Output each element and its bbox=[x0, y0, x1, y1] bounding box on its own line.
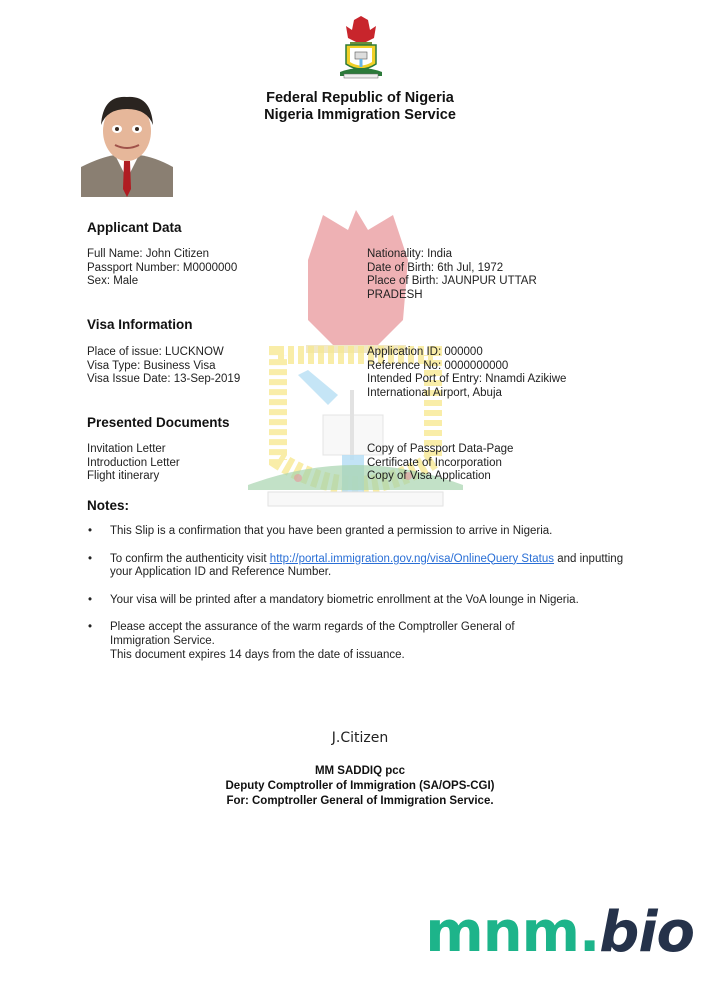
place-of-issue: Place of issue: LUCKNOW bbox=[87, 346, 224, 358]
nationality: Nationality: India bbox=[367, 248, 453, 260]
date-of-birth: Date of Birth: 6th Jul, 1972 bbox=[367, 261, 504, 274]
document-header bbox=[200, 90, 520, 124]
verification-link[interactable]: http://portal.immigration.gov.ng/visa/OnlineQuery Status bbox=[269, 552, 555, 565]
note-item bbox=[88, 621, 628, 662]
visa-issue-date: Visa Issue Date: 13-Sep-2019 bbox=[87, 373, 241, 386]
reference-number: Reference No: 0000000000 bbox=[367, 359, 509, 372]
passport-number: Passport Number: M0000000 bbox=[87, 261, 238, 274]
notes-title: Notes: bbox=[87, 498, 130, 513]
sex: Sex: Male bbox=[87, 275, 139, 288]
documents-left-column bbox=[87, 443, 180, 484]
signatory-title: Deputy Comptroller of Immigration (SA/OPS-CGI) bbox=[225, 780, 495, 792]
note-text: and inputting your Application ID and Reference Number. bbox=[110, 552, 624, 579]
brand-logo bbox=[425, 898, 694, 968]
bullet: • bbox=[88, 621, 93, 634]
note-item bbox=[88, 553, 628, 580]
applicant-photo bbox=[81, 89, 173, 197]
full-name: Full Name: John Citizen bbox=[87, 248, 210, 260]
note-item bbox=[88, 594, 628, 608]
header-country: Federal Republic of Nigeria bbox=[266, 90, 454, 106]
note-text: Please accept the assurance of the warm regards of the Comptroller General of Immigration Service. bbox=[110, 621, 515, 647]
port-of-entry: Intended Port of Entry: Nnamdi Azikiwe International Airport, Abuja bbox=[367, 373, 567, 399]
documents-right-column bbox=[367, 443, 513, 484]
note-item bbox=[88, 525, 628, 539]
brand-part-mnm: mnm. bbox=[425, 900, 600, 965]
notes-list bbox=[88, 525, 628, 676]
bullet: • bbox=[88, 552, 93, 565]
note-text: This document expires 14 days from the date of issuance. bbox=[110, 648, 405, 661]
applicant-right-column bbox=[367, 248, 567, 302]
note-text: Your visa will be printed after a mandatory biometric enrollment at the VoA lounge in Nigeria. bbox=[110, 593, 579, 606]
signatory-block bbox=[180, 764, 540, 809]
brand-part-bio: bio bbox=[599, 900, 694, 965]
visa-left-column bbox=[87, 346, 240, 387]
signatory-name: MM SADDIQ pcc bbox=[314, 765, 406, 777]
document-item: Certificate of Incorporation bbox=[367, 456, 502, 469]
document-item: Introduction Letter bbox=[87, 456, 180, 469]
application-id: Application ID: 000000 bbox=[367, 346, 483, 358]
signature: J.Citizen bbox=[331, 730, 389, 746]
nis-crest-logo bbox=[336, 16, 386, 80]
applicant-left-column bbox=[87, 248, 237, 289]
presented-documents-title: Presented Documents bbox=[87, 415, 230, 430]
visa-right-column bbox=[367, 346, 592, 400]
document-item: Invitation Letter bbox=[87, 443, 166, 455]
header-agency: Nigeria Immigration Service bbox=[264, 107, 456, 123]
document-item: Copy of Passport Data-Page bbox=[367, 443, 514, 455]
bullet: • bbox=[88, 593, 93, 606]
note-text: This Slip is a confirmation that you have been granted a permission to arrive in Nigeria. bbox=[110, 525, 553, 537]
visa-type: Visa Type: Business Visa bbox=[87, 359, 216, 372]
document-item: Copy of Visa Application bbox=[367, 470, 491, 483]
document-item: Flight itinerary bbox=[87, 470, 160, 483]
bullet: • bbox=[88, 525, 93, 537]
applicant-data-title: Applicant Data bbox=[87, 220, 182, 235]
note-text: To confirm the authenticity visit bbox=[110, 552, 270, 565]
visa-information-title: Visa Information bbox=[87, 317, 193, 332]
signatory-for: For: Comptroller General of Immigration Service. bbox=[226, 795, 494, 807]
place-of-birth: Place of Birth: JAUNPUR UTTAR PRADESH bbox=[367, 275, 537, 301]
